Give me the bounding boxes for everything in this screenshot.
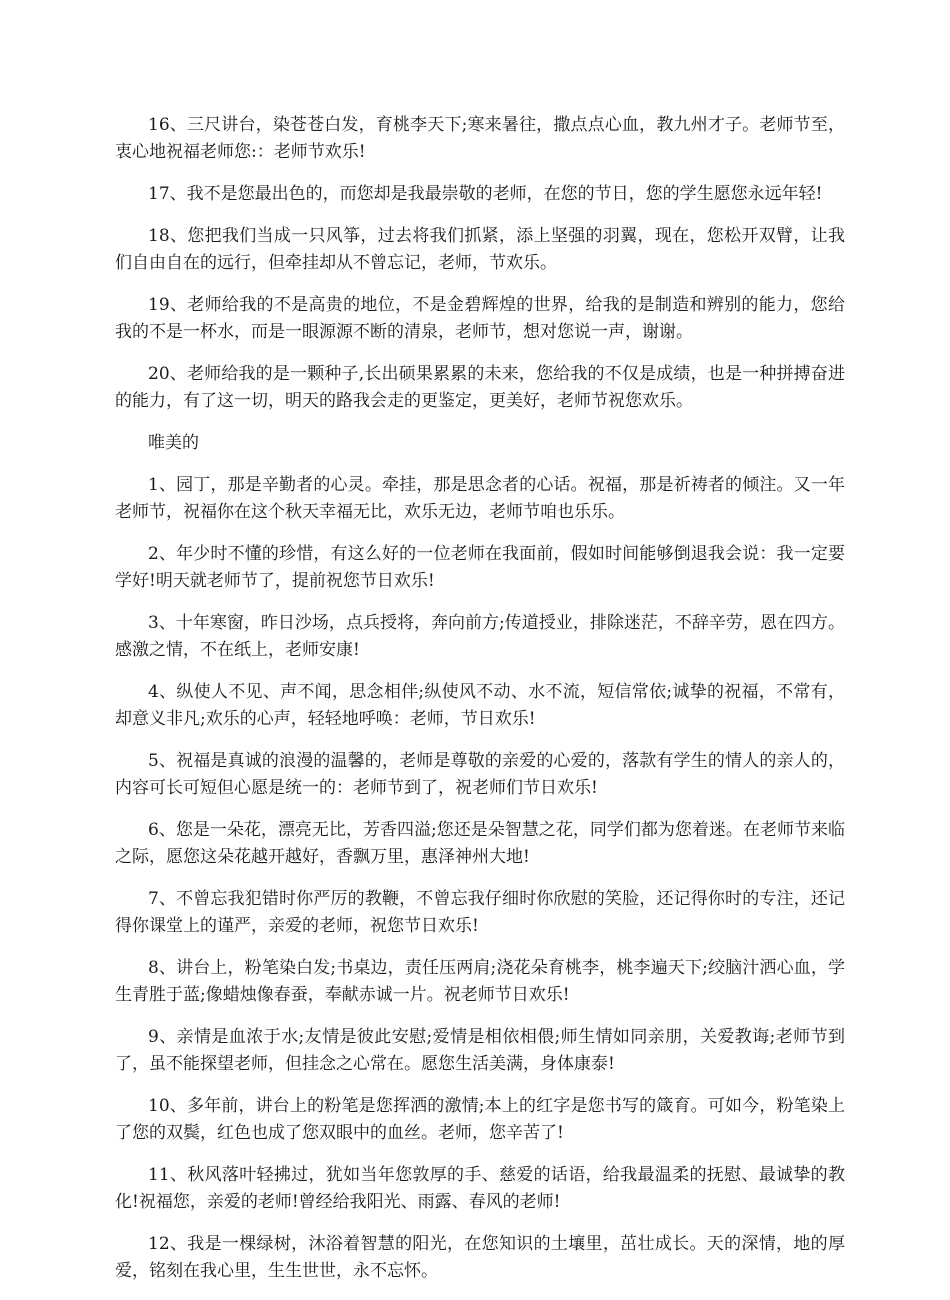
paragraph-20: 20、老师给我的是一颗种子,长出硕果累累的未来，您给我的不仅是成绩，也是一种拼搏奋进的能力，有了这一切，明天的路我会走的更鉴定，更美好，老师节祝您欢乐。 xyxy=(115,364,845,411)
paragraph-9: 9、亲情是血浓于水;友情是彼此安慰;爱情是相依相偎;师生情如同亲朋，关爱教诲;老师节到了，虽不能探望老师，但挂念之心常在。愿您生活美满，身体康泰! xyxy=(115,1027,845,1074)
paragraph-12: 12、我是一棵绿树，沐浴着智慧的阳光，在您知识的土壤里，茁壮成长。天的深情，地的厚爱，铭刻在我心里，生生世世，永不忘怀。 xyxy=(115,1234,845,1281)
paragraph-4: 4、纵使人不见、声不闻，思念相伴;纵使风不动、水不流，短信常依;诚挚的祝福，不常有，却意义非凡;欢乐的心声，轻轻地呼唤：老师，节日欢乐! xyxy=(115,682,845,729)
paragraph-18: 18、您把我们当成一只风筝，过去将我们抓紧，添上坚强的羽翼，现在，您松开双臂，让我们自由自在的远行，但牵挂却从不曾忘记，老师，节欢乐。 xyxy=(115,226,845,273)
paragraph-7: 7、不曾忘我犯错时你严厉的教鞭，不曾忘我仔细时你欣慰的笑脸，还记得你时的专注，还记得你课堂上的谨严，亲爱的老师，祝您节日欢乐! xyxy=(115,889,845,936)
paragraph-17: 17、我不是您最出色的，而您却是我最崇敬的老师，在您的节日，您的学生愿您永远年轻! xyxy=(148,184,823,204)
paragraph-16: 16、三尺讲台，染苍苍白发，育桃李天下;寒来暑往，撒点点心血，教九州才子。老师节至，衷心地祝福老师您:：老师节欢乐! xyxy=(115,115,845,162)
section-heading: 唯美的 xyxy=(148,433,199,453)
paragraph-2: 2、年少时不懂的珍惜，有这么好的一位老师在我面前，假如时间能够倒退我会说：我一定要学好!明天就老师节了，提前祝您节日欢乐! xyxy=(115,544,845,591)
paragraph-8: 8、讲台上，粉笔染白发;书桌边，责任压两肩;浇花朵育桃李，桃李遍天下;绞脑汁洒心血，学生青胜于蓝;像蜡烛像春蚕，奉献赤诚一片。祝老师节日欢乐! xyxy=(115,958,845,1005)
paragraph-19: 19、老师给我的不是高贵的地位，不是金碧辉煌的世界，给我的是制造和辨别的能力，您给我的不是一杯水，而是一眼源源不断的清泉，老师节，想对您说一声，谢谢。 xyxy=(115,295,845,342)
paragraph-5: 5、祝福是真诚的浪漫的温馨的，老师是尊敬的亲爱的心爱的，落款有学生的情人的亲人的，内容可长可短但心愿是统一的：老师节到了，祝老师们节日欢乐! xyxy=(115,751,845,798)
paragraph-6: 6、您是一朵花，漂亮无比，芳香四溢;您还是朵智慧之花，同学们都为您着迷。在老师节来临之际，愿您这朵花越开越好，香飘万里，惠泽神州大地! xyxy=(115,820,845,867)
paragraph-3: 3、十年寒窗，昨日沙场，点兵授将，奔向前方;传道授业，排除迷茫，不辞辛劳，恩在四方。感激之情，不在纸上，老师安康! xyxy=(115,613,845,660)
paragraph-11: 11、秋风落叶轻拂过，犹如当年您敦厚的手、慈爱的话语，给我最温柔的抚慰、最诚挚的教化!祝福您，亲爱的老师!曾经给我阳光、雨露、春风的老师! xyxy=(115,1165,845,1212)
paragraph-10: 10、多年前，讲台上的粉笔是您挥洒的激情;本上的红字是您书写的箴育。可如今，粉笔染上了您的双鬓，红色也成了您双眼中的血丝。老师，您辛苦了! xyxy=(115,1096,845,1143)
document-body xyxy=(115,112,845,1300)
paragraph-1: 1、园丁，那是辛勤者的心灵。牵挂，那是思念者的心话。祝福，那是祈祷者的倾注。又一年老师节，祝福你在这个秋天幸福无比，欢乐无边，老师节咱也乐乐。 xyxy=(115,475,845,522)
